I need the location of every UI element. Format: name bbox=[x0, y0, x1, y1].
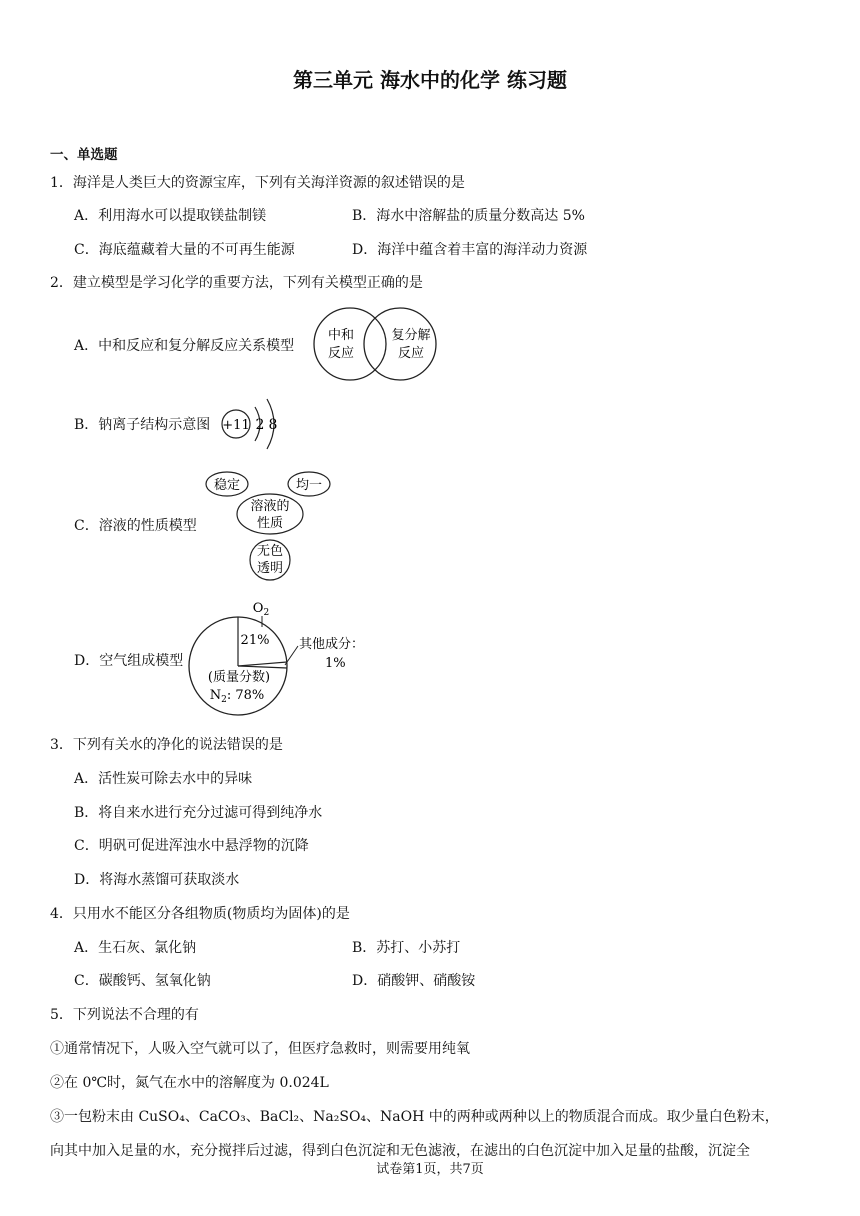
question-3-option-c: C．明矾可促进浑浊水中悬浮物的沉降 bbox=[74, 838, 309, 854]
pie-o2-label bbox=[253, 601, 269, 618]
pie-other-percent: 1% bbox=[325, 656, 346, 671]
question-5-item-1: ①通常情况下，人吸入空气就可以了，但医疗急救时，则需要用纯氧 bbox=[50, 1041, 470, 1057]
question-5-item-3-continued: 向其中加入足量的水，充分搅拌后过滤，得到白色沉淀和无色滤液，在滤出的白色沉淀中加入足量的盐酸，沉淀全 bbox=[50, 1143, 750, 1159]
section-heading: 一、单选题 bbox=[50, 147, 118, 163]
property-uniform: 均一 bbox=[295, 478, 323, 493]
pie-n2-subscript: 2 bbox=[221, 695, 227, 705]
solution-center-label-2: 性质 bbox=[256, 516, 284, 531]
question-2-option-b: B．钠离子结构示意图 bbox=[74, 417, 211, 433]
page-footer: 试卷第1页，共7页 bbox=[376, 1162, 484, 1177]
question-5-item-3: ③一包粉末由 CuSO₄、CaCO₃、BaCl₂、Na₂SO₄、NaOH 中的两种或两种以上的物质混合而成。取少量白色粉末， bbox=[50, 1109, 779, 1125]
question-4-stem: 4．只用水不能区分各组物质(物质均为固体)的是 bbox=[50, 906, 350, 922]
pie-mass-note: (质量分数) bbox=[207, 670, 271, 685]
question-4-option-d: D．硝酸钾、硝酸铵 bbox=[352, 973, 476, 989]
question-5-stem: 5．下列说法不合理的有 bbox=[50, 1007, 199, 1023]
venn-right-label-2: 反应 bbox=[397, 346, 425, 361]
question-1-option-a: A．利用海水可以提取镁盐制镁 bbox=[74, 208, 267, 224]
ion-shell-1-count: 2 bbox=[255, 417, 265, 433]
venn-left-label-1: 中和 bbox=[327, 328, 355, 343]
property-stable: 稳定 bbox=[213, 478, 241, 493]
pie-other-label: 其他成分： bbox=[299, 637, 365, 652]
pie-o2-percent: 21% bbox=[240, 633, 270, 648]
solution-center-label-1: 溶液的 bbox=[250, 499, 290, 514]
pie-n2-letter: N bbox=[209, 688, 222, 703]
question-2-option-c: C．溶液的性质模型 bbox=[74, 518, 197, 534]
question-3-stem: 3．下列有关水的净化的说法错误的是 bbox=[50, 737, 283, 753]
question-3-option-a: A．活性炭可除去水中的异味 bbox=[74, 771, 253, 787]
question-2-option-a: A．中和反应和复分解反应关系模型 bbox=[74, 338, 295, 354]
pie-o2-letter: O bbox=[252, 601, 264, 616]
question-3-option-d: D．将海水蒸馏可获取淡水 bbox=[74, 872, 240, 888]
question-2-stem: 2．建立模型是学习化学的重要方法，下列有关模型正确的是 bbox=[50, 275, 423, 291]
question-1-option-b: B．海水中溶解盐的质量分数高达 5% bbox=[352, 208, 585, 224]
sodium-ion-diagram bbox=[218, 393, 290, 455]
question-4-option-a: A．生石灰、氯化钠 bbox=[74, 940, 197, 956]
venn-left-label-2: 反应 bbox=[327, 346, 355, 361]
question-5-item-2: ②在 0℃时，氮气在水中的溶解度为 0.024L bbox=[50, 1075, 329, 1091]
pie-n2-percent: : 78% bbox=[226, 688, 265, 703]
property-colorless-2: 透明 bbox=[256, 561, 284, 576]
air-composition-pie bbox=[185, 598, 365, 720]
question-3-option-b: B．将自来水进行充分过滤可得到纯净水 bbox=[74, 805, 323, 821]
property-colorless-1: 无色 bbox=[256, 544, 284, 559]
venn-diagram bbox=[310, 302, 445, 386]
ion-shell-2-count: 8 bbox=[268, 417, 278, 433]
question-1-stem: 1．海洋是人类巨大的资源宝库，下列有关海洋资源的叙述错误的是 bbox=[50, 175, 465, 191]
ion-nucleus-label: +11 bbox=[222, 418, 250, 433]
question-4-option-c: C．碳酸钙、氢氧化钠 bbox=[74, 973, 211, 989]
venn-right-label-1: 复分解 bbox=[391, 328, 431, 343]
question-1-option-c: C．海底蕴藏着大量的不可再生能源 bbox=[74, 242, 295, 258]
question-1-option-d: D．海洋中蕴含着丰富的海洋动力资源 bbox=[352, 242, 588, 258]
solution-properties-diagram bbox=[200, 464, 334, 584]
question-2-option-d: D．空气组成模型 bbox=[74, 653, 184, 669]
page-title: 第三单元 海水中的化学 练习题 bbox=[293, 68, 567, 92]
pie-o2-subscript: 2 bbox=[263, 608, 270, 618]
pie-n2-label bbox=[210, 688, 265, 705]
question-4-option-b: B．苏打、小苏打 bbox=[352, 940, 461, 956]
